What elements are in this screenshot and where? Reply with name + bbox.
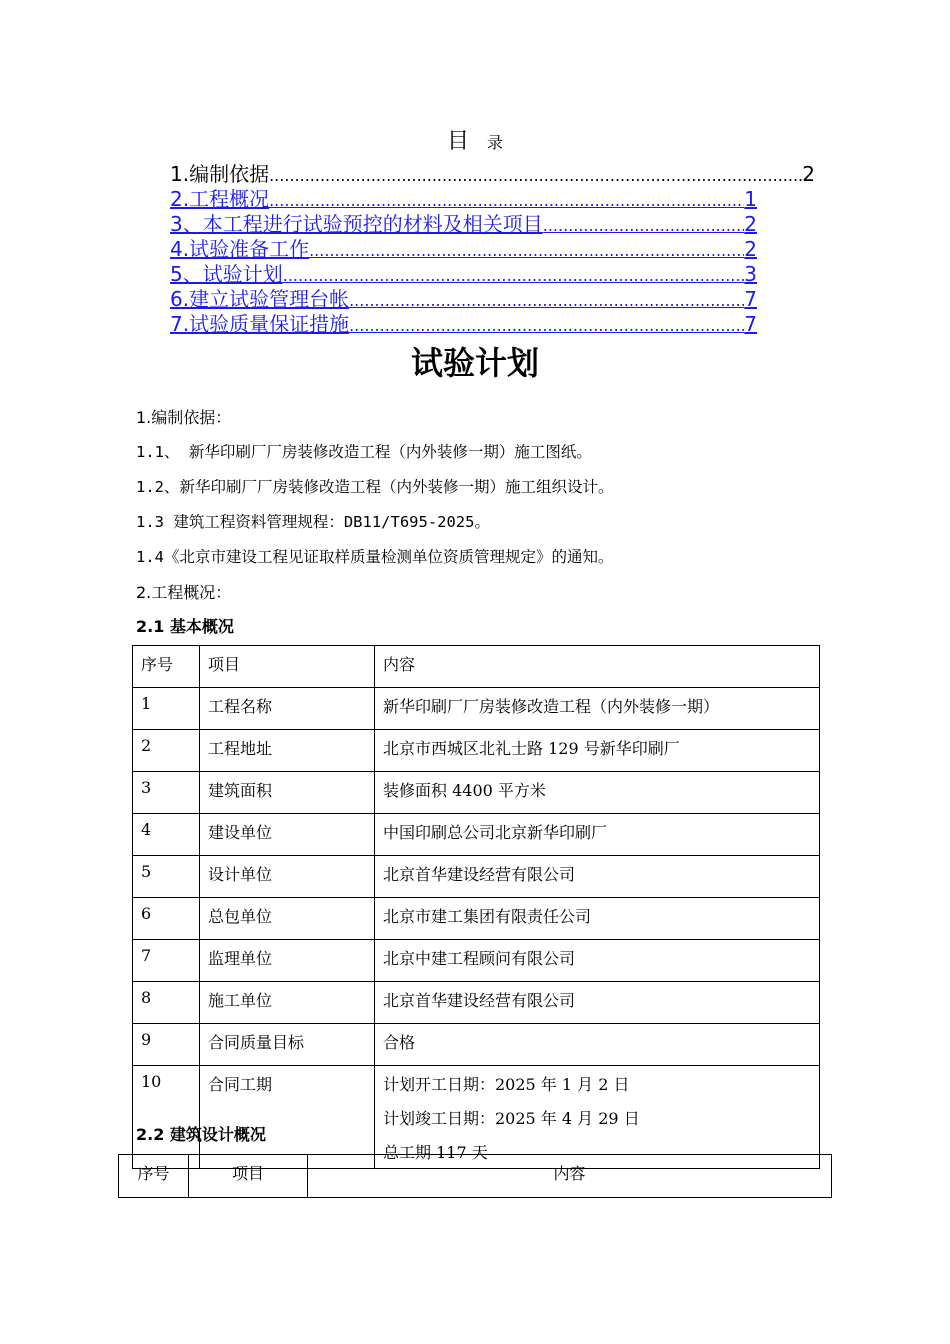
table-cell: 合同质量目标: [200, 1024, 375, 1066]
toc-title-secondary: 录: [487, 133, 504, 152]
toc-entry-label: 1.编制依据: [170, 162, 270, 186]
table-cell: 8: [133, 982, 200, 1024]
table-cell: 1: [133, 688, 200, 730]
toc-leader-dots: [283, 266, 745, 285]
basic-info-table: [132, 645, 820, 1169]
table-row: [133, 1024, 820, 1066]
table-header-cell: 序号: [133, 646, 200, 688]
table-cell: 工程名称: [200, 688, 375, 730]
table-row: [133, 856, 820, 898]
table-cell: 北京首华建设经营有限公司: [375, 856, 820, 898]
toc-leader-dots: [349, 291, 744, 310]
table-cell: 施工单位: [200, 982, 375, 1024]
toc-entry-label[interactable]: 5、试验计划: [170, 262, 283, 286]
table-cell: 北京市西城区北礼士路 129 号新华印刷厂: [375, 730, 820, 772]
table-cell: 总包单位: [200, 898, 375, 940]
toc-entry-label[interactable]: 7.试验质量保证措施: [170, 312, 350, 336]
section-heading: 1.编制依据：: [136, 408, 232, 427]
subsection-heading: 2.2 建筑设计概况: [136, 1125, 266, 1144]
document-title: 试验计划: [410, 344, 539, 382]
toc-link[interactable]: [170, 208, 757, 236]
toc-link[interactable]: [170, 308, 757, 336]
cell-line: 计划竣工日期：2025 年 4 月 29 日: [383, 1109, 640, 1128]
table-of-contents: [170, 158, 830, 336]
table-cell: 3: [133, 772, 200, 814]
toc-title: [0, 124, 950, 155]
paragraph: 1.2、新华印刷厂厂房装修改造工程（内外装修一期）施工组织设计。: [136, 478, 614, 496]
table-cell: 合同工期: [200, 1066, 375, 1169]
table-header-cell: 内容: [308, 1155, 832, 1198]
table-cell: 新华印刷厂厂房装修改造工程（内外装修一期）: [375, 688, 820, 730]
paragraph: 1.4《北京市建设工程见证取样质量检测单位资质管理规定》的通知。: [136, 548, 614, 566]
table-header-cell: 项目: [189, 1155, 308, 1198]
table-cell: 合格: [375, 1024, 820, 1066]
table-cell: 北京市建工集团有限责任公司: [375, 898, 820, 940]
toc-leader-dots: [309, 241, 744, 260]
table-cell: 装修面积 4400 平方米: [375, 772, 820, 814]
table-cell: 建筑面积: [200, 772, 375, 814]
toc-entry-label[interactable]: 3、本工程进行试验预控的材料及相关项目: [170, 212, 543, 236]
cell-line: 总工期 117 天: [383, 1143, 488, 1162]
toc-link[interactable]: [170, 258, 757, 286]
toc-leader-dots: [543, 216, 745, 235]
toc-entry-label[interactable]: 6.建立试验管理台帐: [170, 287, 350, 311]
toc-entry: [170, 158, 815, 186]
toc-link[interactable]: [170, 283, 757, 311]
table-row: [133, 688, 820, 730]
toc-entry-page[interactable]: 2: [744, 212, 757, 236]
table-cell: 监理单位: [200, 940, 375, 982]
table-header-row: [133, 646, 820, 688]
table-row: [133, 898, 820, 940]
table-cell: 设计单位: [200, 856, 375, 898]
table-header-row: [119, 1155, 832, 1198]
table-cell: 4: [133, 814, 200, 856]
toc-entry-page[interactable]: 3: [744, 262, 757, 286]
table-cell: 5: [133, 856, 200, 898]
toc-entry-page[interactable]: 7: [744, 287, 757, 311]
toc-entry-page: 2: [802, 162, 815, 186]
table-header-cell: 项目: [200, 646, 375, 688]
table-cell: 北京首华建设经营有限公司: [375, 982, 820, 1024]
table-cell: 北京中建工程顾问有限公司: [375, 940, 820, 982]
subsection-heading: 2.1 基本概况: [136, 617, 234, 636]
toc-leader-dots: [269, 166, 802, 185]
table-row: [133, 772, 820, 814]
table-cell: 工程地址: [200, 730, 375, 772]
toc-entry-page[interactable]: 1: [744, 187, 757, 211]
table-row: [133, 730, 820, 772]
table-row: [133, 940, 820, 982]
table-row: [133, 982, 820, 1024]
table-row: [133, 814, 820, 856]
table-cell: 6: [133, 898, 200, 940]
table-header-cell: 序号: [119, 1155, 189, 1198]
toc-leader-dots: [349, 316, 744, 335]
paragraph: 1.1、 新华印刷厂厂房装修改造工程（内外装修一期）施工图纸。: [136, 443, 592, 461]
toc-entry-page[interactable]: 7: [744, 312, 757, 336]
toc-entry-label[interactable]: 2.工程概况: [170, 187, 270, 211]
table-cell: 中国印刷总公司北京新华印刷厂: [375, 814, 820, 856]
paragraph: 1.3 建筑工程资料管理规程：DB11/T695-2025。: [136, 513, 490, 531]
toc-title-main: 目: [446, 129, 469, 154]
table-cell: 10: [133, 1066, 200, 1169]
toc-link[interactable]: [170, 183, 757, 211]
section-heading: 2.工程概况：: [136, 583, 232, 602]
cell-line: 计划开工日期：2025 年 1 月 2 日: [383, 1075, 630, 1094]
design-overview-table: [118, 1154, 832, 1198]
table-cell: 7: [133, 940, 200, 982]
table-cell: 2: [133, 730, 200, 772]
table-header-cell: 内容: [375, 646, 820, 688]
table-cell: 9: [133, 1024, 200, 1066]
table-cell: 建设单位: [200, 814, 375, 856]
toc-entry-label[interactable]: 4.试验准备工作: [170, 237, 310, 261]
toc-entry-page[interactable]: 2: [744, 237, 757, 261]
